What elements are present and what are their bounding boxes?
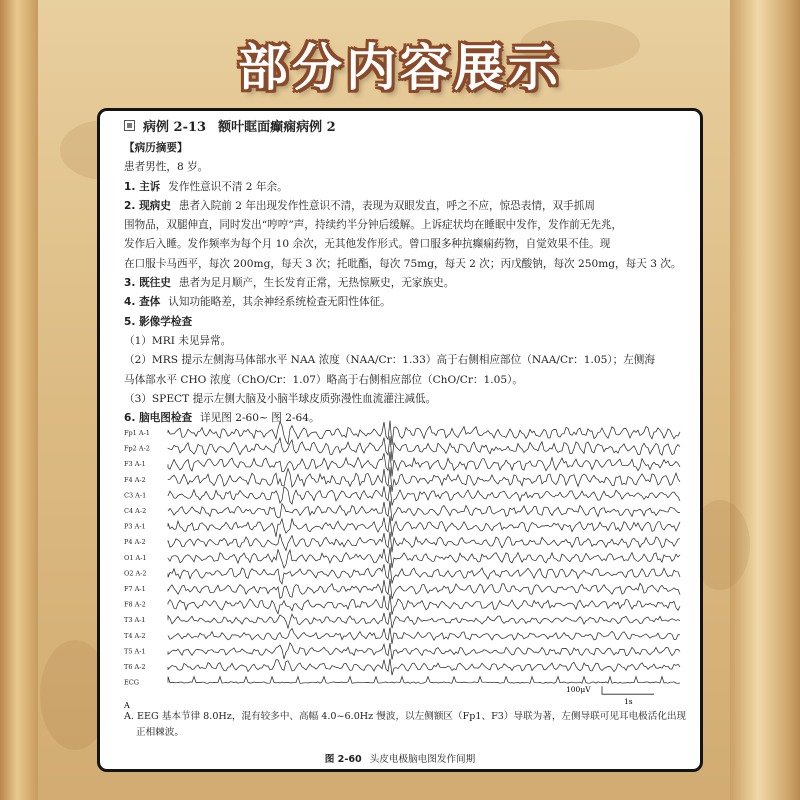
hpi-text-3: 发作后入睡。发作频率为每个月 10 余次，无其他发作形式。曾口服多种抗癫痫药物，自觉效果不佳。现 [124, 238, 611, 251]
eeg-trace [168, 659, 680, 675]
eeg-channel-label: T6 A-2 [124, 663, 146, 671]
eeg-traces [124, 419, 684, 711]
eeg-trace [168, 452, 680, 477]
eeg-trace [168, 532, 680, 553]
eeg-channel-label: Fp2 A-2 [124, 444, 150, 453]
eeg-trace [168, 436, 680, 461]
eeg-channel-label: Fp1 A-1 [124, 429, 150, 437]
case-title: 额叶眶面癫痫病例 2 [218, 120, 336, 135]
eeg-label: 6. 脑电图检查 [124, 412, 193, 425]
eeg-trace [168, 677, 680, 684]
panel-letter: A [124, 701, 130, 711]
figure-title: 头皮电极脑电图发作间期 [369, 754, 476, 765]
eeg-channel-label: T3 A-1 [124, 616, 146, 625]
case-heading [124, 117, 684, 139]
hpi-text-1: 患者入院前 2 年出现发作性意识不清，表现为双眼发直，呼之不应，惊恐表情，双手抓周 [178, 199, 595, 212]
eeg-channel-label: C4 A-2 [124, 507, 147, 515]
imaging-mri: （1）MRI 未见异常。 [124, 334, 232, 347]
eeg-channel-label: F4 A-2 [124, 475, 146, 484]
caption-line-2: 正相棘波。 [136, 727, 184, 738]
chief-complaint: 发作性意识不清 2 年余。 [168, 180, 288, 193]
eeg-trace [168, 643, 680, 660]
eeg-trace [168, 579, 680, 600]
imaging-mrs-2: 马体部水平 CHO 浓度（ChO/Cr：1.07）略高于右侧相应部位（ChO/Cr：1.05）。 [124, 373, 523, 386]
eeg-trace [168, 467, 680, 492]
eeg-channel-label: F7 A-1 [124, 585, 146, 593]
eeg-reference: 详见图 2-60~ 图 2-64。 [200, 412, 320, 425]
eeg-trace [168, 501, 680, 521]
eeg-trace [168, 547, 680, 568]
hpi-label: 2. 现病史 [124, 199, 171, 212]
exam-label: 4. 查体 [124, 296, 161, 309]
imaging-spect: （3）SPECT 提示左侧大脑及小脑半球皮质弥漫性血流灌注减低。 [124, 392, 437, 405]
scroll-left-roll [0, 0, 38, 800]
figure-panel-caption [124, 709, 687, 741]
scale-time-label: 1s [624, 697, 633, 707]
imaging-label: 5. 影像学检查 [124, 315, 193, 328]
figure-number: 图 2-60 [324, 754, 362, 765]
eeg-channel-label: C3 A-1 [124, 491, 147, 500]
scale-bar [602, 686, 654, 694]
eeg-channel-label: T5 A-1 [124, 647, 146, 656]
eeg-channel-label: ECG [124, 678, 139, 687]
eeg-trace [168, 563, 680, 584]
scroll-right-roll [730, 0, 800, 800]
eeg-trace [168, 594, 680, 615]
document-text [124, 117, 684, 428]
eeg-trace [168, 485, 680, 506]
eeg-channel-label: T4 A-2 [124, 631, 146, 640]
eeg-channel-label: P3 A-1 [124, 522, 146, 531]
chief-complaint-label: 1. 主诉 [124, 180, 161, 193]
eeg-channel-label: O1 A-1 [124, 553, 147, 562]
eeg-trace [168, 421, 680, 446]
eeg-channel-label: O2 A-2 [124, 569, 147, 578]
eeg-channel-label: F8 A-2 [124, 600, 146, 609]
hpi-text-4: 在口服卡马西平，每次 200mg，每天 3 次；托吡酯，每次 75mg，每天 2 次；丙戊酸钠，每次 250mg，每天 3 次。 [124, 257, 682, 270]
case-number: 病例 2-13 [143, 120, 207, 135]
scale-amplitude-label: 100μV [566, 685, 591, 695]
eeg-channel-label: P4 A-2 [124, 538, 146, 547]
eeg-trace [168, 516, 680, 537]
figure-caption [100, 751, 700, 765]
eeg-trace [168, 628, 680, 644]
banner-title: 部分内容展示 [238, 39, 562, 97]
past-history-label: 3. 既往史 [124, 277, 171, 290]
square-bullet-icon [124, 120, 135, 131]
imaging-mrs-1: （2）MRS 提示左侧海马体部水平 NAA 浓度（NAA/Cr：1.33）高于右侧相应部位（NAA/Cr：1.05）；左侧海 [124, 354, 655, 367]
eeg-channel-label: F3 A-1 [124, 460, 146, 469]
past-history: 患者为足月顺产，生长发育正常，无热惊厥史，无家族史。 [178, 277, 455, 290]
summary-heading: 【病历摘要】 [124, 142, 188, 154]
hpi-text-2: 围物品，双腿伸直，同时发出“哼哼”声，持续约半分钟后缓解。上诉症状均在睡眠中发作，发作前无先兆， [124, 219, 623, 232]
eeg-figure [124, 419, 684, 711]
document-page [97, 108, 703, 772]
exam-text: 认知功能略差，其余神经系统检查无阳性体征。 [168, 296, 391, 309]
caption-line-1: A. EEG 基本节律 8.0Hz，混有较多中、高幅 4.0~6.0Hz 慢波，以左侧额区（Fp1、F3）导联为著，左侧导联可见耳电极活化出现 [124, 711, 687, 722]
eeg-trace [168, 612, 680, 628]
patient-info: 患者男性，8 岁。 [124, 161, 209, 174]
